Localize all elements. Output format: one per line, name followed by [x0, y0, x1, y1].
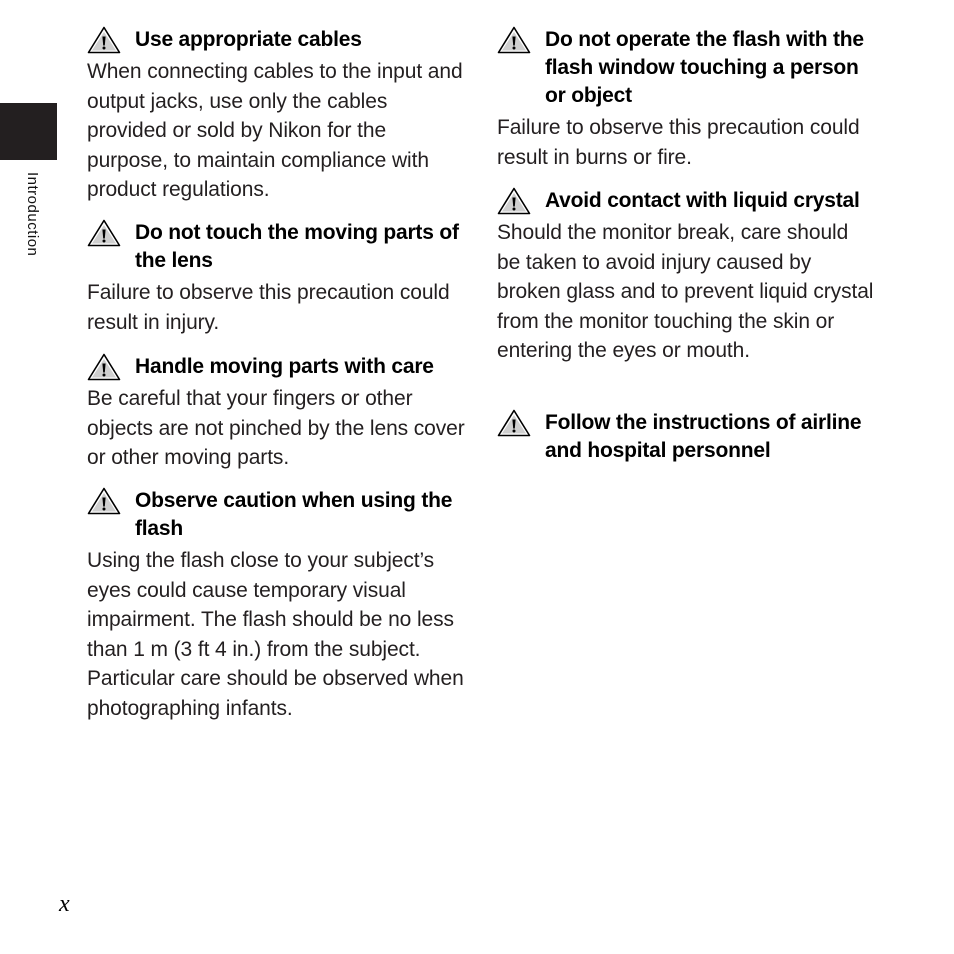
caution-section [87, 219, 467, 337]
chapter-label: Introduction [24, 172, 41, 257]
warning-triangle-icon [87, 26, 121, 54]
section-heading-text: Do not touch the moving parts of the lens [135, 221, 459, 272]
warning-triangle-icon [497, 409, 531, 437]
section-heading-text: Use appropriate cables [135, 28, 362, 51]
section-body: Be careful that your fingers or other objects are not pinched by the lens cover or other moving parts. [87, 387, 465, 469]
warning-triangle-icon [497, 187, 531, 215]
section-heading [87, 219, 467, 275]
caution-section [87, 487, 467, 723]
warning-triangle-icon [87, 353, 121, 381]
caution-section [497, 409, 877, 465]
section-heading [497, 409, 877, 465]
section-heading [87, 26, 467, 54]
section-heading-text: Follow the instructions of airline and hospital personnel [545, 411, 862, 462]
warning-triangle-icon [87, 219, 121, 247]
caution-section [87, 353, 467, 473]
section-body: Using the flash close to your subject’s eyes could cause temporary visual impairment. The flash should be no less than 1 m (3 ft 4 in.) from the subject. Particular care should be observed when photographing infants. [87, 549, 464, 720]
page-number: x [59, 891, 70, 917]
section-heading [497, 26, 877, 110]
chapter-tab [0, 103, 57, 160]
section-heading-text: Handle moving parts with care [135, 355, 434, 378]
warning-triangle-icon [87, 487, 121, 515]
section-body: Failure to observe this precaution could result in injury. [87, 281, 450, 334]
section-heading-text: Do not operate the flash with the flash window touching a person or object [545, 28, 864, 107]
section-heading [87, 353, 467, 381]
caution-section [497, 26, 877, 172]
section-heading-text: Observe caution when using the flash [135, 489, 453, 540]
section-body: Should the monitor break, care should be taken to avoid injury caused by broken glass and to prevent liquid crystal from the monitor touching the skin or entering the eyes or mouth. [497, 221, 874, 362]
section-body: When connecting cables to the input and output jacks, use only the cables provided or sold by Nikon for the purpose, to maintain compliance with product regulations. [87, 60, 463, 201]
warning-triangle-icon [497, 26, 531, 54]
section-heading-text: Avoid contact with liquid crystal [545, 189, 860, 212]
section-heading [497, 187, 877, 215]
section-heading [87, 487, 467, 543]
section-body: Failure to observe this precaution could result in burns or fire. [497, 116, 860, 169]
caution-section [497, 187, 877, 366]
caution-section [87, 26, 467, 205]
